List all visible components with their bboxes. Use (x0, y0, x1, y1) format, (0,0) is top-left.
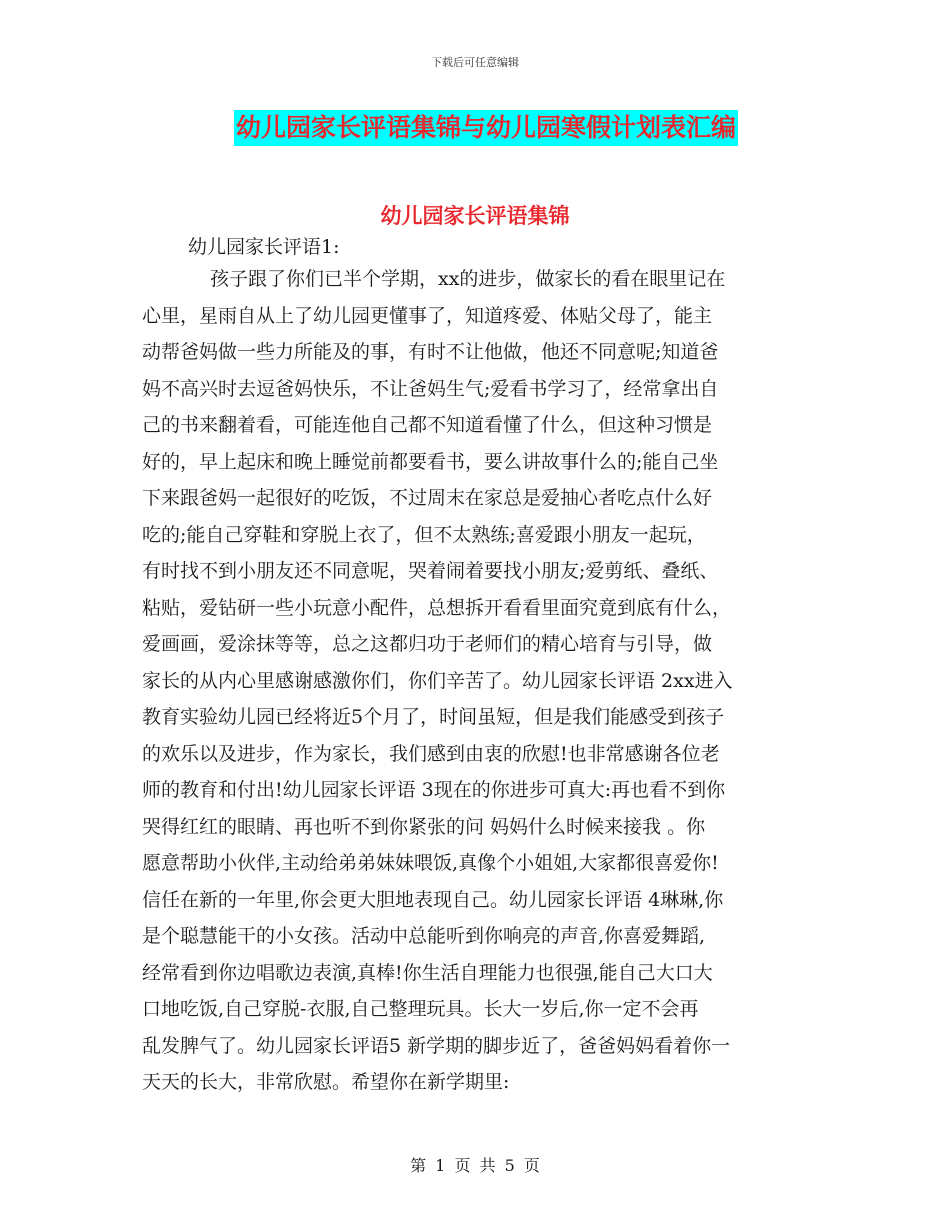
document-title: 幼儿园家长评语集锦与幼儿园寒假计划表汇编 (234, 110, 738, 146)
body-line: 愿意帮助小伙伴,主动给弟弟妹妹喂饭,真像个小姐姐,大家都很喜爱你! (142, 852, 719, 874)
body-line: 下来跟爸妈一起很好的吃饭，不过周末在家总是爱抽心者吃点什么好 (142, 487, 713, 509)
body-line: 天天的长大，非常欣慰。希望你在新学期里: (142, 1071, 510, 1093)
body-line: 教育实验幼儿园已经将近5个月了，时间虽短，但是我们能感受到孩子 (142, 706, 725, 728)
body-line: 己的书来翻着看，可能连他自己都不知道看懂了什么，但这种习惯是 (142, 414, 713, 436)
body-line: 孩子跟了你们已半个学期，xx的进步，做家长的看在眼里记在 (210, 268, 726, 290)
section-title: 幼儿园家长评语集锦 (380, 203, 570, 228)
body-line: 哭得红红的眼睛、再也听不到你紧张的问 妈妈什么时候来接我 。你 (142, 815, 706, 838)
body-paragraph (142, 261, 802, 1101)
body-line: 师的教育和付出!幼儿园家长评语 3现在的你进步可真大:再也看不到你 (142, 779, 726, 801)
body-line: 心里，星雨自从上了幼儿园更懂事了，知道疼爱、体贴父母了，能主 (142, 304, 713, 327)
body-line: 家长的从内心里感谢感激你们，你们辛苦了。幼儿园家长评语 2xx进入 (142, 669, 733, 692)
body-line: 信任在新的一年里,你会更大胆地表现自己。幼儿园家长评语 4琳琳,你 (142, 888, 724, 911)
comment-heading: 幼儿园家长评语1: (188, 236, 340, 258)
body-line: 动帮爸妈做一些力所能及的事，有时不让他做，他还不同意呢;知道爸 (142, 341, 719, 363)
header-note: 下载后可任意编辑 (431, 56, 519, 69)
body-line: 口地吃饭,自己穿脱-衣服,自己整理玩具。长大一岁后,你一定不会再 (142, 998, 699, 1020)
body-line: 粘贴，爱钻研一些小玩意小配件，总想拆开看看里面究竟到底有什么， (142, 596, 732, 619)
body-line: 吃的;能自己穿鞋和穿脱上衣了，但不太熟练;喜爱跟小朋友一起玩， (142, 523, 706, 546)
body-line: 爱画画，爱涂抹等等，总之这都归功于老师们的精心培育与引导，做 (142, 633, 713, 655)
body-line: 妈不高兴时去逗爸妈快乐，不让爸妈生气;爱看书学习了，经常拿出自 (142, 377, 719, 400)
body-line: 经常看到你边唱歌边表演,真棒!你生活自理能力也很强,能自己大口大 (142, 961, 713, 984)
body-line: 的欢乐以及进步，作为家长，我们感到由衷的欣慰!也非常感谢各位老 (142, 742, 720, 765)
body-line: 好的，早上起床和晚上睡觉前都要看书，要么讲故事什么的;能自己坐 (142, 450, 719, 473)
body-line: 有时找不到小朋友还不同意呢，哭着闹着要找小朋友;爱剪纸、叠纸、 (142, 560, 719, 582)
body-line: 乱发脾气了。幼儿园家长评语5 新学期的脚步近了，爸爸妈妈看着你一 (142, 1034, 731, 1057)
page-footer: 第 1 页 共 5 页 (410, 1156, 540, 1175)
body-line: 是个聪慧能干的小女孩。活动中总能听到你响亮的声音,你喜爱舞蹈, (142, 925, 706, 947)
